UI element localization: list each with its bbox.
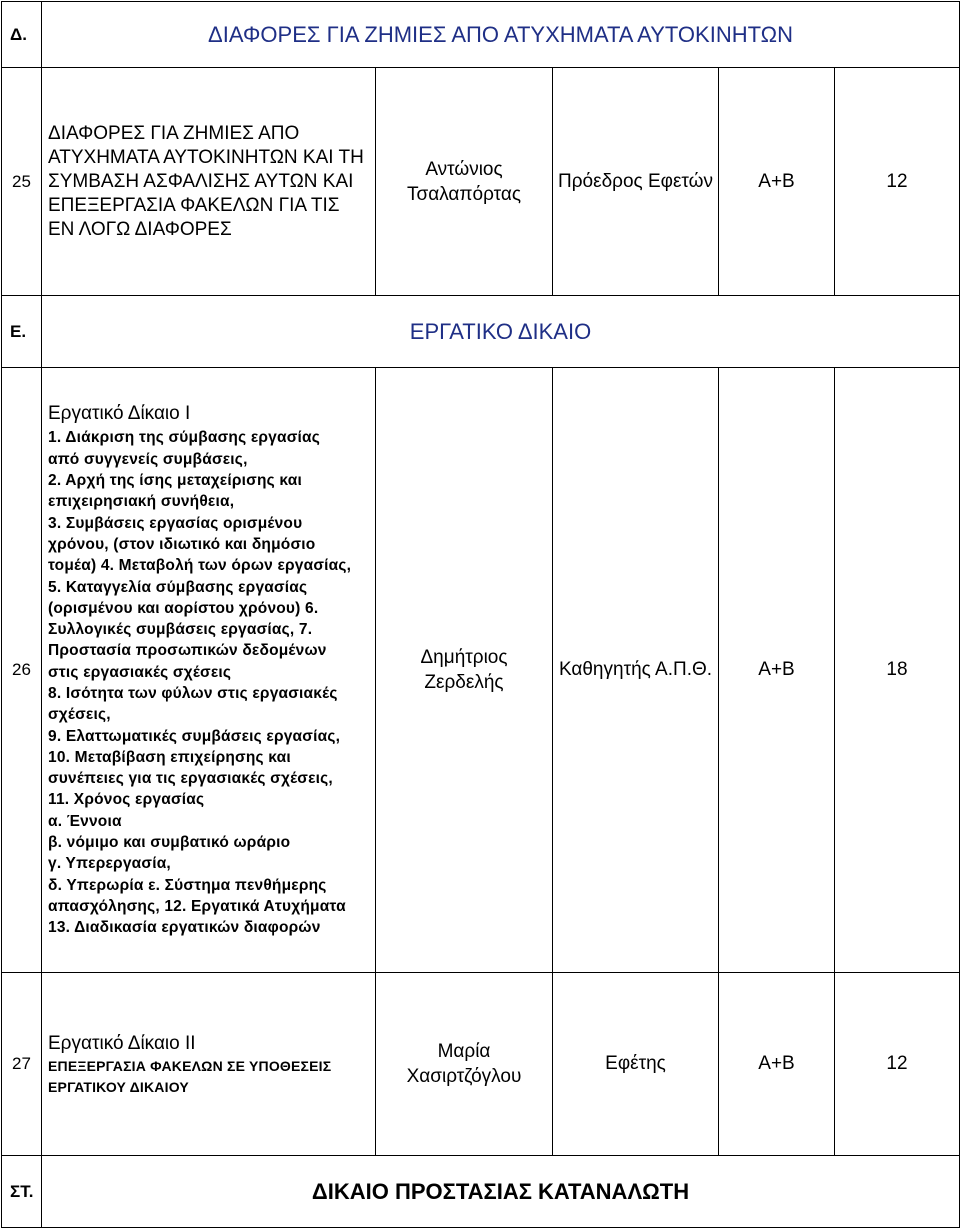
course-hours: 12 <box>835 68 960 296</box>
course-hours: 18 <box>835 368 960 973</box>
section-e-title: ΕΡΓΑΤΙΚΟ ΔΙΚΑΙΟ <box>42 296 960 368</box>
instructor-position: Εφέτης <box>553 973 719 1156</box>
course-grade: Α+Β <box>719 368 835 973</box>
instructor-first-name: Μαρία <box>437 1041 491 1062</box>
course-subtitle: ΕΠΕΞΕΡΓΑΣΙΑ ΦΑΚΕΛΩΝ ΣΕ ΥΠΟΘΕΣΕΙΣ ΕΡΓΑΤΙΚΟΥ ΔΙΚΑΙΟΥ <box>48 1057 332 1095</box>
course-title-cell <box>42 368 376 973</box>
instructor-last-name: Ζερδελής <box>424 672 504 693</box>
instructor-first-name: Αντώνιος <box>425 158 503 180</box>
instructor-position: Καθηγητής Α.Π.Θ. <box>553 368 719 973</box>
instructor-last-name: Τσαλαπόρτας <box>406 183 522 205</box>
instructor-name <box>376 973 553 1156</box>
course-row-27 <box>2 973 960 1156</box>
course-grade: Α+Β <box>719 68 835 296</box>
section-d-row <box>2 2 960 68</box>
section-st-title: ΔΙΚΑΙΟ ΠΡΟΣΤΑΣΙΑΣ ΚΑΤΑΝΑΛΩΤΗ <box>42 1156 960 1228</box>
course-title-cell <box>42 973 376 1156</box>
section-st-letter: ΣΤ. <box>2 1156 42 1228</box>
course-number: 26 <box>2 368 42 973</box>
instructor-name <box>376 68 553 296</box>
instructor-first-name: Δημήτριος <box>420 647 508 668</box>
program-table <box>1 1 960 1228</box>
course-topics: 1. Διάκριση της σύμβασης εργασίας από συγγενείς συμβάσεις, 2. Αρχή της ίσης μεταχείρισης και επιχειρησιακή συνήθεια, 3. Συμβάσεις εργασίας ορισμένου χρόνου, (στον ιδιωτικό και δημόσιο τομέα) 4. Μεταβολή των όρων εργασίας, 5. Καταγγελία σύμβασης εργασίας (ορισμένου και αορίστου χρόνου) 6. Συλλογικές συμβάσεις εργασίας, 7. Προστασία προσωπικών δεδομένων στις εργασιακές σχέσεις 8. Ισότητα των φύλων στις εργασιακές σχέσεις, 9. Ελαττωματικές συμβάσεις εργασίας, 10. Μεταβίβαση επιχείρησης και συνέπειες για τις εργασιακές σχέσεις, 11. Χρόνος εργασίας α. Έννοια β. νόμιμο και συμβατικό ωράριο γ. Υπερεργασία, δ. Υπερωρία ε. Σύστημα πενθήμερης απασχόλησης, 12. Εργατικά Ατυχήματα 13. Διαδικασία εργατικών διαφορών <box>48 429 352 937</box>
course-grade: Α+Β <box>719 973 835 1156</box>
section-st-row <box>2 1156 960 1228</box>
course-number: 27 <box>2 973 42 1156</box>
section-e-row <box>2 296 960 368</box>
instructor-name <box>376 368 553 973</box>
course-number: 25 <box>2 68 42 296</box>
section-d-title: ΔΙΑΦΟΡΕΣ ΓΙΑ ΖΗΜΙΕΣ ΑΠΟ ΑΤΥΧΗΜΑΤΑ ΑΥΤΟΚΙΝΗΤΩΝ <box>42 2 960 68</box>
instructor-last-name: Χασιρτζόγλου <box>406 1066 522 1087</box>
section-d-letter: Δ. <box>2 2 42 68</box>
course-row-25 <box>2 68 960 296</box>
instructor-position: Πρόεδρος Εφετών <box>553 68 719 296</box>
section-e-letter: Ε. <box>2 296 42 368</box>
course-hours: 12 <box>835 973 960 1156</box>
course-title: ΔΙΑΦΟΡΕΣ ΓΙΑ ΖΗΜΙΕΣ ΑΠΟ ΑΤΥΧΗΜΑΤΑ ΑΥΤΟΚΙΝΗΤΩΝ ΚΑΙ ΤΗ ΣΥΜΒΑΣΗ ΑΣΦΑΛΙΣΗΣ ΑΥΤΩΝ ΚΑΙ ΕΠΕΞΕΡΓΑΣΙΑ ΦΑΚΕΛΩΝ ΓΙΑ ΤΙΣ ΕΝ ΛΟΓΩ ΔΙΑΦΟΡΕΣ <box>42 68 376 296</box>
course-row-26 <box>2 368 960 973</box>
course-title: Εργατικό Δίκαιο Ι <box>48 403 191 425</box>
course-title: Εργατικό Δίκαιο ΙΙ <box>48 1032 196 1054</box>
